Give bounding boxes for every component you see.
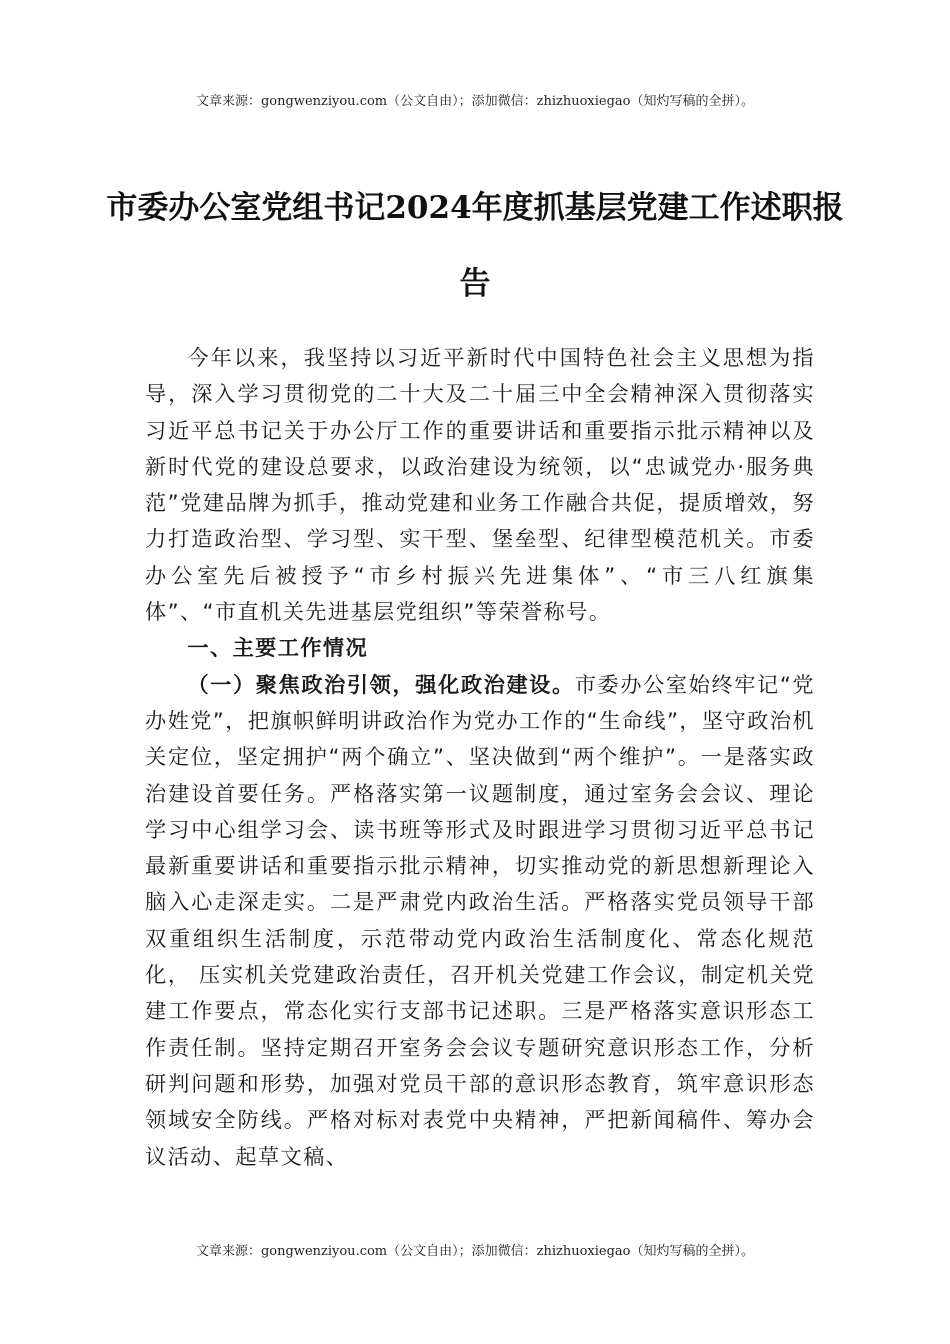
footer-source-note: 文章来源：gongwenziyou.com（公文自由）；添加微信：zhizhuoxiegao（知灼写稿的全拼）。 xyxy=(195,1244,755,1259)
subsection-heading: （一）聚焦政治引领，强化政治建设。 xyxy=(187,671,575,697)
header-source-note: 文章来源：gongwenziyou.com（公文自由）；添加微信：zhizhuoxiegao（知灼写稿的全拼）。 xyxy=(195,94,755,109)
section-heading: 一、主要工作情况 xyxy=(187,635,369,661)
subsection-body: 市委办公室始终牢记“党办姓党”，把旗帜鲜明讲政治作为党办工作的“生命线”，坚守政治机关定位，坚定拥护“两个确立”、坚决做到“两个维护”。一是落实政治建设首要任务。严格落实第一议题制度，通过室务会会议、理论学习中心组学习会、读书班等形式及时跟进学习贯彻习近平总书记最新重要讲话和重要指示批示精神，切实推动党的新思想新理论入脑入心走深走实。二是严肃党内政治生活。严格落实党员领导干部双重组织生活制度，示范带动党内政治生活制度化、常态化规范化， 压实机关党建政治责任，召开机关党建工作会议，制定机关党建工作要点，常态化实行支部书记述职。三是严格落实意识形态工作责任制。坚持定期召开室务会会议专题研究意识形态工作，分析研判问题和形势，加强对党员干部的意识形态教育，筑牢意识形态领域安全防线。严格对标对表党中央精神，严把新闻稿件、筹办会议活动、起草文稿、 xyxy=(145,671,815,1169)
intro-paragraph: 今年以来，我坚持以习近平新时代中国特色社会主义思想为指导，深入学习贯彻党的二十大及二十届三中全会精神深入贯彻落实习近平总书记关于办公厅工作的重要讲话和重要指示批示精神以及新时代党的建设总要求，以政治建设为统领，以“忠诚党办·服务典范”党建品牌为抓手，推动党建和业务工作融合共促，提质增效，努力打造政治型、学习型、实干型、堡垒型、纪律型模范机关。市委办公室先后被授予“市乡村振兴先进集体”、“市三八红旗集体”、“市直机关先进基层党组织”等荣誉称号。 xyxy=(145,345,815,625)
subsection-paragraph xyxy=(145,667,815,1175)
document-title: 市委办公室党组书记2024年度抓基层党建工作述职报告 xyxy=(106,190,844,302)
document-body xyxy=(145,340,815,1175)
